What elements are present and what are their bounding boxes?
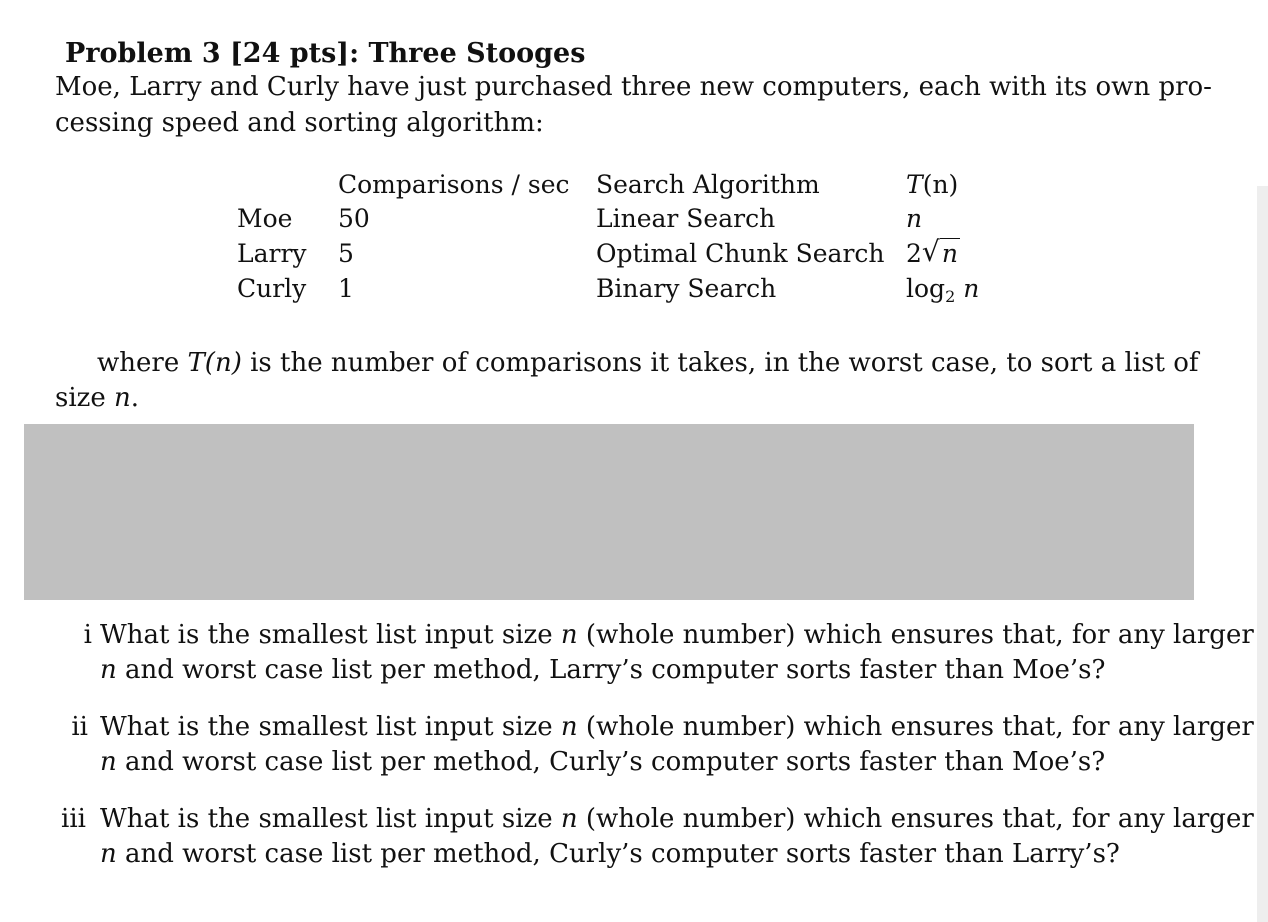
row-larry-complexity <box>906 235 960 268</box>
row-larry-complexity-radicand: n <box>941 239 959 268</box>
question-line-1 <box>100 620 1254 650</box>
row-moe-algorithm: Linear Search <box>596 204 776 233</box>
row-larry-complexity-coef: 2 <box>906 239 922 268</box>
question-text: and worst case list per method, Larry’s computer sorts faster than Moe’s? <box>116 655 1106 685</box>
row-curly-name: Curly <box>237 274 307 303</box>
question-math: n <box>560 804 578 834</box>
explanation-line-2 <box>55 383 139 413</box>
intro-line-1: Moe, Larry and Curly have just purchased three new computers, each with its own pro- <box>55 72 1212 102</box>
intro-line-2: cessing speed and sorting algorithm: <box>55 108 544 138</box>
question-text: What is the smallest list input size <box>100 620 561 650</box>
question-text: (whole number) which ensures that, for any larger <box>577 712 1254 742</box>
row-larry-speed: 5 <box>338 239 354 268</box>
row-larry-name: Larry <box>237 239 307 268</box>
question-math: n <box>560 620 578 650</box>
explanation-text: . <box>130 383 140 413</box>
row-curly-complexity-log: log <box>906 274 946 303</box>
question-text: (whole number) which ensures that, for any larger <box>577 804 1254 834</box>
question-number: ii <box>71 712 88 742</box>
row-curly-speed: 1 <box>338 274 354 303</box>
header-complexity <box>906 170 958 199</box>
sqrt-symbol: √ n <box>921 235 959 268</box>
question-line-1 <box>100 804 1254 834</box>
explanation-math: T(n) <box>187 348 242 378</box>
question-math: n <box>560 712 578 742</box>
header-complexity-fn: T <box>906 170 923 199</box>
question-text: and worst case list per method, Curly’s computer sorts faster than Moe’s? <box>116 747 1106 777</box>
question-math: n <box>100 747 117 777</box>
header-complexity-arg: (n) <box>922 170 959 199</box>
row-moe-complexity: n <box>906 204 923 233</box>
scrollbar-track[interactable] <box>1257 186 1268 922</box>
question-number: iii <box>61 804 86 834</box>
header-speed: Comparisons / sec <box>338 170 570 199</box>
explanation-text: size <box>55 383 115 413</box>
question-text: (whole number) which ensures that, for any larger <box>577 620 1254 650</box>
row-moe-speed: 50 <box>338 204 370 233</box>
question-math: n <box>100 655 117 685</box>
question-line-1 <box>100 712 1254 742</box>
question-line-2 <box>100 747 1105 777</box>
question-line-2 <box>100 839 1120 869</box>
problem-title: Problem 3 [24 pts]: Three Stooges <box>65 38 586 69</box>
question-line-2 <box>100 655 1105 685</box>
question-math: n <box>100 839 117 869</box>
row-curly-complexity-arg: n <box>963 274 980 303</box>
row-curly-complexity <box>906 274 979 306</box>
row-moe-name: Moe <box>237 204 293 233</box>
row-curly-algorithm: Binary Search <box>596 274 777 303</box>
explanation-line-1 <box>97 348 1199 378</box>
header-algorithm: Search Algorithm <box>596 170 820 199</box>
row-curly-complexity-base: 2 <box>945 287 956 306</box>
explanation-text: is the number of comparisons it takes, in the worst case, to sort a list of <box>241 348 1199 378</box>
explanation-text: where <box>97 348 188 378</box>
row-larry-algorithm: Optimal Chunk Search <box>596 239 885 268</box>
question-number: i <box>83 620 92 650</box>
redacted-region <box>24 424 1194 600</box>
question-text: What is the smallest list input size <box>100 804 561 834</box>
explanation-math: n <box>114 383 131 413</box>
question-text: What is the smallest list input size <box>100 712 561 742</box>
question-text: and worst case list per method, Curly’s computer sorts faster than Larry’s? <box>116 839 1120 869</box>
